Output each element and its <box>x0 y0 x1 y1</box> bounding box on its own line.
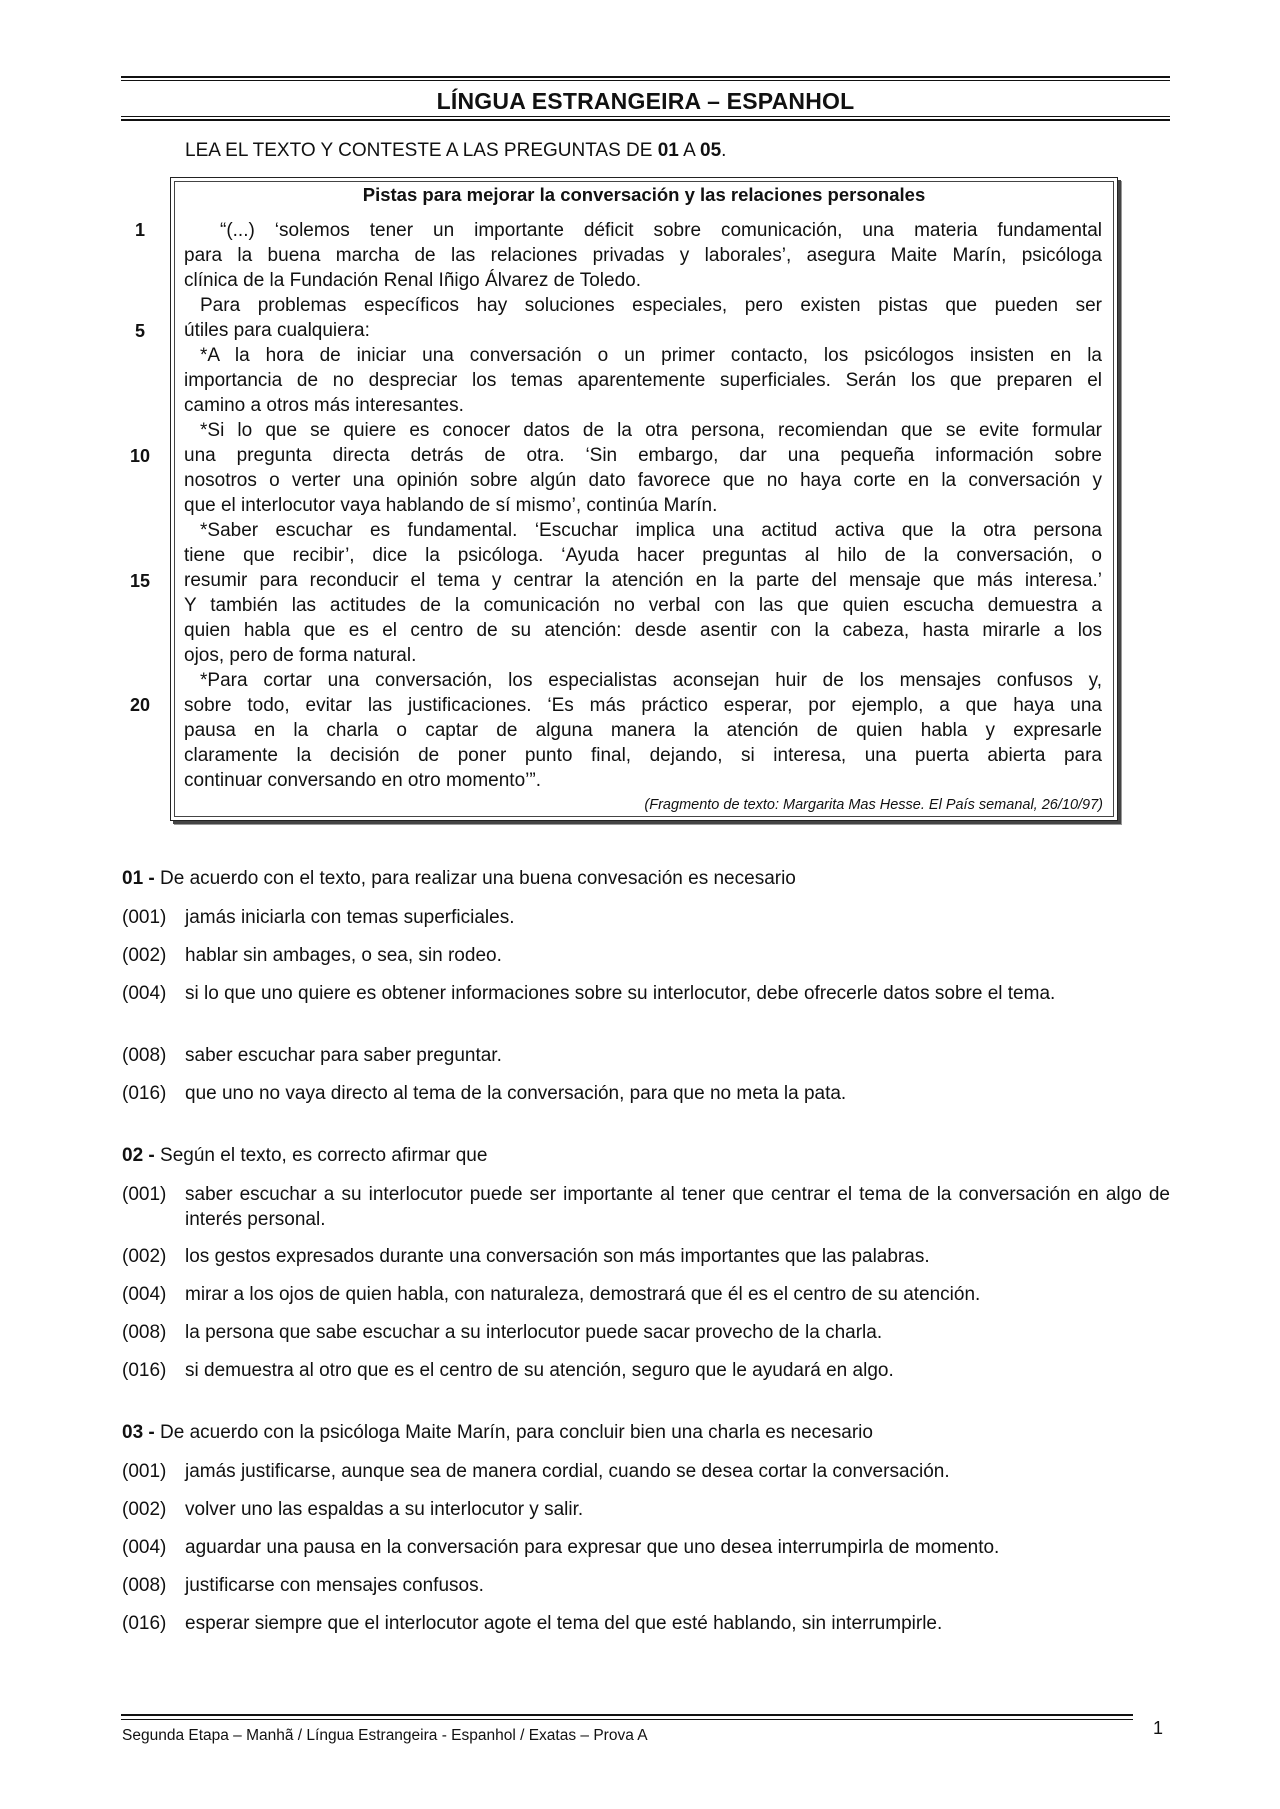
passage-line: camino a otros más interesantes. <box>184 395 464 416</box>
option-text: los gestos expresados durante una conversación son más importantes que las palabras. <box>185 1246 930 1267</box>
option-code: (001) <box>122 1184 167 1205</box>
passage-line: una pregunta directa detrás de otra. ‘Sin embargo, dar una pequeña información sobre <box>184 445 1102 466</box>
option-code: (008) <box>122 1322 167 1343</box>
passage-line: clínica de la Fundación Renal Iñigo Álvarez de Toledo. <box>184 270 641 291</box>
answer-option[interactable] <box>122 1358 1170 1383</box>
question-number: 03 - <box>122 1422 155 1443</box>
option-code: (004) <box>122 1284 167 1305</box>
instruction-mid: A <box>678 140 700 161</box>
option-text: hablar sin ambages, o sea, sin rodeo. <box>185 945 502 966</box>
instruction-to: 05 <box>700 140 722 161</box>
question-text: Según el texto, es correcto afirmar que <box>160 1145 488 1166</box>
page-title: LÍNGUA ESTRANGEIRA – ESPANHOL <box>436 88 855 114</box>
option-code: (016) <box>122 1083 167 1104</box>
passage-source: (Fragmento de texto: Margarita Mas Hesse. El País semanal, 26/10/97) <box>644 797 1103 813</box>
passage-line: para la buena marcha de las relaciones privadas y laborales’, asegura Maite Marín, psicóloga <box>184 245 1102 266</box>
answer-option[interactable] <box>122 905 1170 930</box>
question-stem <box>122 1145 487 1167</box>
option-code: (002) <box>122 1246 167 1267</box>
option-text: si demuestra al otro que es el centro de su atención, seguro que le ayudará en algo. <box>185 1360 894 1381</box>
line-number: 1 <box>134 220 145 240</box>
question-text: De acuerdo con el texto, para realizar una buena convesación es necesario <box>160 868 796 889</box>
header-rule-top <box>121 76 1170 78</box>
question-text: De acuerdo con la psicóloga Maite Marín, para concluir bien una charla es necesario <box>160 1422 873 1443</box>
option-text: saber escuchar para saber preguntar. <box>185 1045 502 1066</box>
option-text: jamás iniciarla con temas superficiales. <box>185 907 515 928</box>
passage-line: claramente la decisión de poner punto final, dejando, si interesa, una puerta abierta para <box>184 745 1102 766</box>
header-rule-bottom <box>121 119 1170 121</box>
page-number: 1 <box>1153 1718 1164 1738</box>
passage-title: Pistas para mejorar la conversación y las relaciones personales <box>362 184 926 205</box>
passage-line: *Saber escuchar es fundamental. ‘Escuchar implica una actitud activa que la otra persona <box>200 520 1102 541</box>
answer-option[interactable] <box>122 1081 1170 1106</box>
passage-line: tiene que recibir’, dice la psicóloga. ‘Ayuda hacer preguntas al hilo de la conversación, o <box>184 545 1102 566</box>
passage-line: “(...) ‘solemos tener un importante déficit sobre comunicación, una materia fundamental <box>220 220 1102 241</box>
answer-option[interactable] <box>122 1573 1170 1598</box>
answer-option[interactable] <box>122 981 1170 1006</box>
option-code: (016) <box>122 1360 167 1381</box>
answer-option[interactable] <box>122 1320 1170 1345</box>
option-text: volver uno las espaldas a su interlocutor y salir. <box>185 1499 584 1520</box>
option-code: (004) <box>122 983 167 1004</box>
instruction-suffix: . <box>721 140 727 161</box>
passage-line: Para problemas específicos hay soluciones especiales, pero existen pistas que pueden ser <box>200 295 1102 316</box>
answer-option[interactable] <box>122 1611 1170 1636</box>
header-rule-bottom-thin <box>121 116 1170 117</box>
passage-line: importancia de no despreciar los temas aparentemente superficiales. Serán los que preparen el <box>184 370 1102 391</box>
passage-line: que el interlocutor vaya hablando de sí mismo’, continúa Marín. <box>184 495 718 516</box>
option-text: aguardar una pausa en la conversación para expresar que uno desea interrumpirla de momento. <box>185 1537 1000 1558</box>
passage-line: continuar conversando en otro momento’”. <box>184 770 541 791</box>
line-number: 10 <box>129 446 151 466</box>
option-text: la persona que sabe escuchar a su interlocutor puede sacar provecho de la charla. <box>185 1322 883 1343</box>
passage-line: *Para cortar una conversación, los especialistas aconsejan huir de los mensajes confusos y, <box>200 670 1102 691</box>
answer-option[interactable] <box>122 1182 1170 1232</box>
footer-text: Segunda Etapa – Manhã / Língua Estrangeira - Espanhol / Exatas – Prova A <box>122 1727 648 1744</box>
header-rule-top-thin <box>121 80 1170 81</box>
question-number: 01 - <box>122 868 155 889</box>
answer-option[interactable] <box>122 1497 1170 1522</box>
line-number: 15 <box>129 571 151 591</box>
option-code: (008) <box>122 1575 167 1596</box>
passage-line: ojos, pero de forma natural. <box>184 645 417 666</box>
option-text: mirar a los ojos de quien habla, con naturaleza, demostrará que él es el centro de su atención. <box>185 1284 981 1305</box>
option-code: (016) <box>122 1613 167 1634</box>
instruction-prefix: LEA EL TEXTO Y CONTESTE A LAS PREGUNTAS DE <box>185 140 658 161</box>
passage-line: pausa en la charla o captar de alguna manera la atención de quien habla y expresarle <box>184 720 1102 741</box>
option-text: si lo que uno quiere es obtener informaciones sobre su interlocutor, debe ofrecerle datos sobre el tema. <box>185 983 1056 1004</box>
answer-option[interactable] <box>122 1244 1170 1269</box>
footer-rule-thick <box>121 1714 1133 1716</box>
question-number: 02 - <box>122 1145 155 1166</box>
option-text: que uno no vaya directo al tema de la conversación, para que no meta la pata. <box>185 1083 847 1104</box>
answer-option[interactable] <box>122 1535 1170 1560</box>
passage-box <box>170 177 1118 821</box>
question-stem <box>122 868 796 890</box>
passage-line: Y también las actitudes de la comunicación no verbal con las que quien escucha demuestra a <box>184 595 1102 616</box>
option-code: (008) <box>122 1045 167 1066</box>
passage-line: quien habla que es el centro de su atención: desde asentir con la cabeza, hasta mirarle a los <box>184 620 1102 641</box>
option-text: jamás justificarse, aunque sea de manera cordial, cuando se desea cortar la conversación. <box>185 1461 950 1482</box>
answer-option[interactable] <box>122 1282 1170 1307</box>
passage-line: *Si lo que se quiere es conocer datos de la otra persona, recomiendan que se evite formular <box>200 420 1102 441</box>
answer-option[interactable] <box>122 1043 1170 1068</box>
option-code: (004) <box>122 1537 167 1558</box>
instruction <box>185 140 726 162</box>
option-text: esperar siempre que el interlocutor agote el tema del que esté hablando, sin interrumpirle. <box>185 1613 943 1634</box>
passage-line: sobre todo, evitar las justificaciones. ‘Es más práctico esperar, por ejemplo, a que haya una <box>184 695 1102 716</box>
footer-rule-thin <box>121 1719 1133 1720</box>
passage-line: *A la hora de iniciar una conversación o un primer contacto, los psicólogos insisten en la <box>200 345 1102 366</box>
option-code: (002) <box>122 1499 167 1520</box>
option-text: justificarse con mensajes confusos. <box>185 1575 484 1596</box>
option-text: saber escuchar a su interlocutor puede ser importante al tener que centrar el tema de la conversación en algo de interés personal. <box>185 1184 1170 1230</box>
option-code: (002) <box>122 945 167 966</box>
passage-line: útiles para cualquiera: <box>184 320 370 341</box>
option-code: (001) <box>122 1461 167 1482</box>
question-stem <box>122 1422 873 1444</box>
passage-line: resumir para reconducir el tema y centrar la atención en la parte del mensaje que más interesa.’ <box>184 570 1102 591</box>
line-number: 5 <box>134 321 145 341</box>
line-number: 20 <box>129 695 151 715</box>
answer-option[interactable] <box>122 1459 1170 1484</box>
passage-line: nosotros o verter una opinión sobre algún dato favorece que no haya corte en la conversación y <box>184 470 1102 491</box>
answer-option[interactable] <box>122 943 1170 968</box>
instruction-from: 01 <box>657 140 679 161</box>
option-code: (001) <box>122 907 167 928</box>
